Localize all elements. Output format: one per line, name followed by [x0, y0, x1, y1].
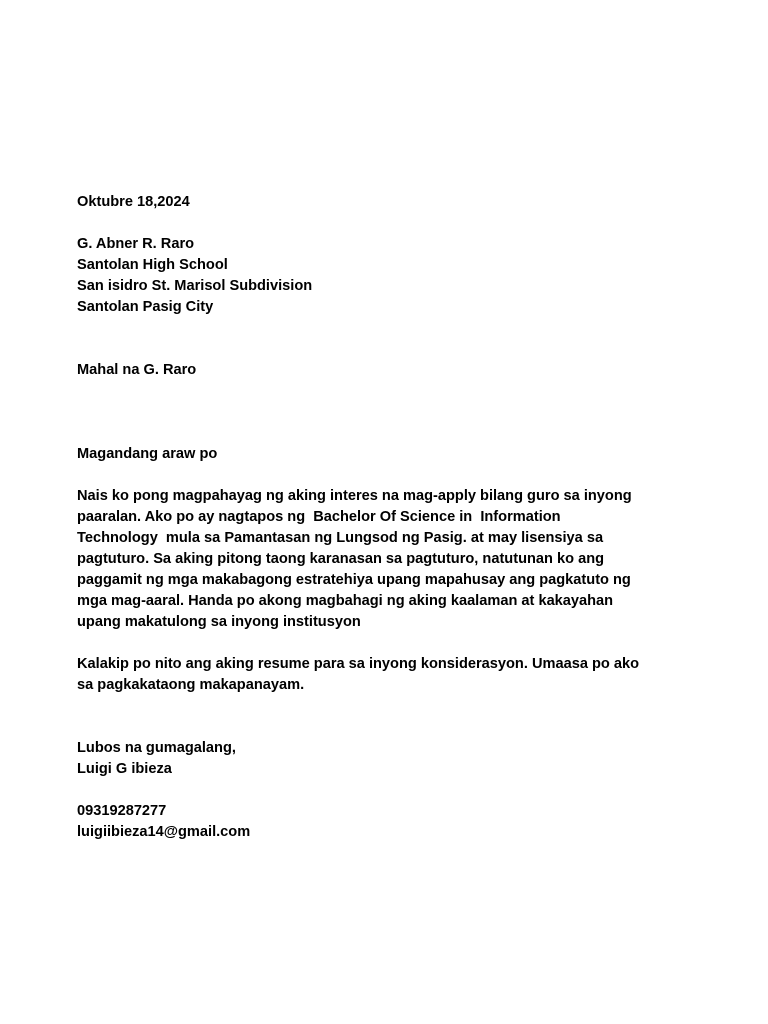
recipient-address-block	[77, 234, 697, 318]
paragraph-line: pagtuturo. Sa aking pitong taong karanasan sa pagtuturo, natutunan ko ang	[77, 551, 605, 567]
letter-body	[77, 192, 697, 843]
contact-phone: 09319287277	[77, 803, 167, 819]
recipient-street: San isidro St. Marisol Subdivision	[77, 278, 313, 294]
recipient-name: G. Abner R. Raro	[77, 236, 195, 252]
paragraph-line: Technology mula sa Pamantasan ng Lungsod ng Pasig. at may lisensiya sa	[77, 530, 604, 546]
spacer	[77, 339, 697, 360]
paragraph-line: paggamit ng mga makabagong estratehiya upang mapahusay ang pagkatuto ng	[77, 572, 631, 588]
salutation: Mahal na G. Raro	[77, 362, 197, 378]
body-paragraph-1	[77, 486, 697, 633]
spacer	[77, 633, 697, 654]
paragraph-line: upang makatulong sa inyong institusyon	[77, 614, 361, 630]
spacer	[77, 696, 697, 717]
greeting: Magandang araw po	[77, 446, 218, 462]
spacer	[77, 465, 697, 486]
paragraph-line: Kalakip po nito ang aking resume para sa inyong konsiderasyon. Umaasa po ako	[77, 656, 640, 672]
spacer	[77, 423, 697, 444]
spacer	[77, 381, 697, 402]
body-paragraph-2	[77, 654, 697, 696]
spacer	[77, 318, 697, 339]
paragraph-line: Nais ko pong magpahayag ng aking interes na mag-apply bilang guro sa inyong	[77, 488, 632, 504]
spacer	[77, 402, 697, 423]
spacer	[77, 213, 697, 234]
spacer	[77, 780, 697, 801]
paragraph-line: mga mag-aaral. Handa po akong magbahagi ng aking kaalaman at kakayahan	[77, 593, 614, 609]
contact-email: luigiibieza14@gmail.com	[77, 824, 251, 840]
closing: Lubos na gumagalang,	[77, 740, 236, 756]
recipient-school: Santolan High School	[77, 257, 228, 273]
recipient-city: Santolan Pasig City	[77, 299, 214, 315]
paragraph-line: sa pagkakataong makapanayam.	[77, 677, 305, 693]
letter-date: Oktubre 18,2024	[77, 194, 190, 210]
spacer	[77, 717, 697, 738]
signature-name: Luigi G ibieza	[77, 761, 172, 777]
paragraph-line: paaralan. Ako po ay nagtapos ng Bachelor Of Science in Information	[77, 509, 561, 525]
